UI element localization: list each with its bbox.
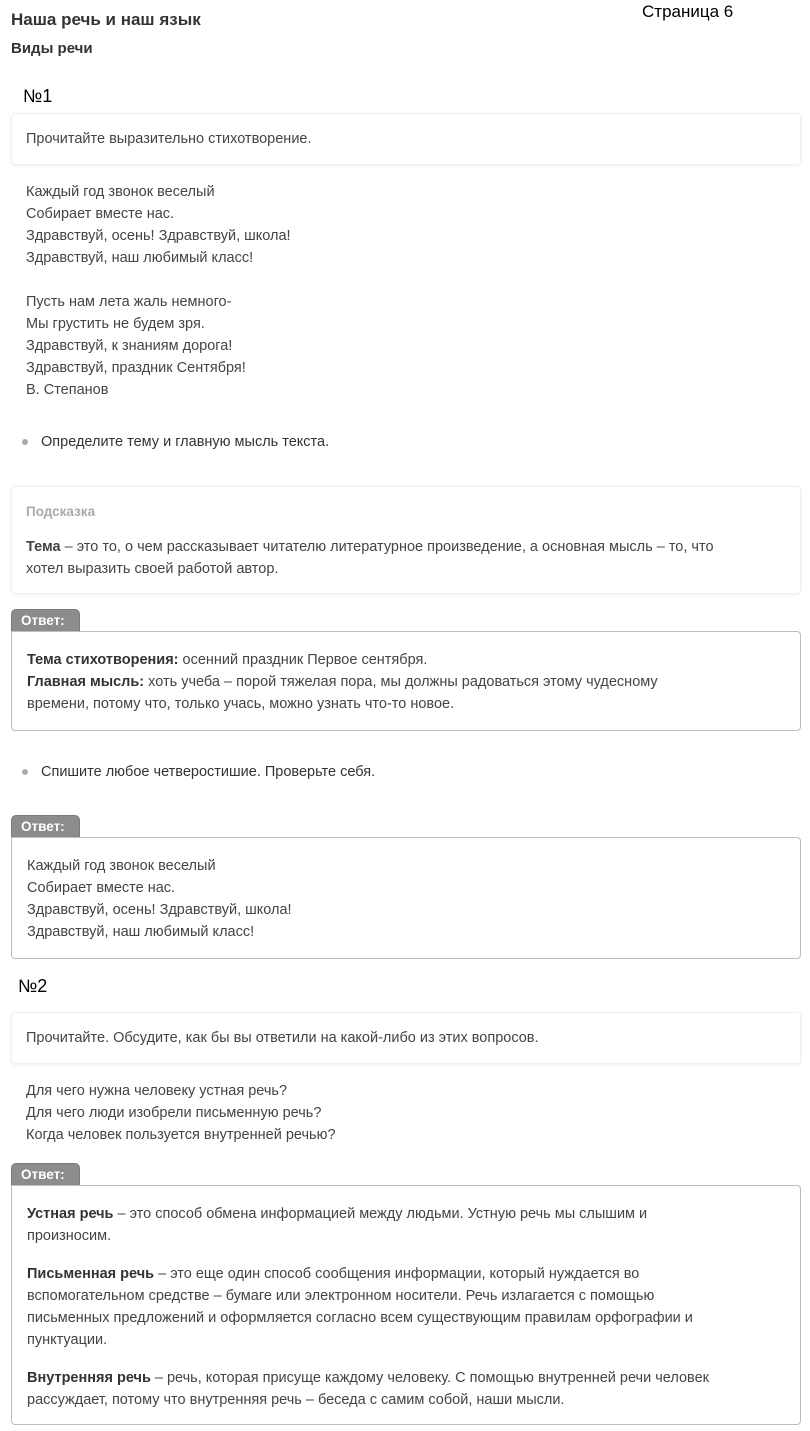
question-1: Определите тему и главную мысль текста.: [41, 434, 330, 450]
bullet-icon: [22, 769, 28, 775]
instruction-card-1: [11, 113, 801, 165]
poem: [26, 181, 291, 401]
answer-text-2: Каждый год звонок веселый Собирает вместе нас. Здравствуй, осень! Здравствуй, школа! Здравствуй, наш любимый класс!: [27, 858, 292, 940]
inner-term: Внутренняя речь: [27, 1370, 151, 1386]
question-line: Когда человек пользуется внутренней речью?: [26, 1127, 336, 1143]
answer-text-3: Устная речь – это способ обмена информацией между людьми. Устную речь мы слышим и произносим. Письменная речь – это еще один способ сообщения информации, который нуждается во вспомогательном средстве – бумаге или электронном носители. Речь излагается с помощью письменных предложений и оформляется согласно всем существующим правилам орфографии и пунктуации. Внутренняя речь – речь, которая присуще каждому человеку. С помощью внутренней речи человек рассуждает, потому что внутренняя речь – беседа с самим собой, наши мысли.: [27, 1206, 710, 1408]
hint-term: Тема: [26, 539, 61, 555]
answer-box-2: [11, 837, 801, 959]
poem-line: Здравствуй, наш любимый класс!: [26, 250, 254, 266]
task-number-2: №2: [18, 976, 48, 996]
written-term: Письменная речь: [27, 1266, 155, 1282]
poem-line: Каждый год звонок веселый: [26, 184, 215, 200]
question-2: Спишите любое четверостишие. Проверьте себя.: [41, 764, 376, 780]
section-title: Виды речи: [11, 40, 93, 57]
poem-line: Пусть нам лета жаль немного-: [26, 294, 232, 310]
oral-term: Устная речь: [27, 1206, 114, 1222]
answer-text-1: Тема стихотворения: осенний праздник Первое сентября. Главная мысль: хоть учеба – порой тяжелая пора, мы должны радоваться этому чудесному времени, потому что, только учась, можно узнать что-то новое.: [27, 652, 658, 712]
task-number-1: №1: [23, 86, 53, 106]
bullet-icon: [22, 439, 28, 445]
question-line: Для чего нужна человеку устная речь?: [26, 1083, 288, 1099]
idea-label: Главная мысль:: [27, 674, 145, 690]
answer-box-1: [11, 631, 801, 731]
questions-list: [26, 1080, 336, 1146]
hint-card: [11, 486, 801, 594]
page-number: Страница 6: [642, 2, 734, 21]
poem-author: В. Степанов: [26, 382, 109, 398]
instruction-text-2: Прочитайте. Обсудите, как бы вы ответили на какой-либо из этих вопросов.: [26, 1030, 539, 1046]
poem-line: Здравствуй, осень! Здравствуй, школа!: [26, 228, 291, 244]
answer-box-3: [11, 1185, 801, 1425]
instruction-text-1: Прочитайте выразительно стихотворение.: [26, 131, 312, 147]
poem-line: Здравствуй, праздник Сентября!: [26, 360, 246, 376]
hint-body: Тема – это то, о чем рассказывает читателю литературное произведение, а основная мысль – то, что хотел выразить своей работой автор.: [26, 539, 714, 577]
poem-line: Мы грустить не будем зря.: [26, 316, 205, 332]
instruction-card-2: [11, 1012, 801, 1064]
book-title: Наша речь и наш язык: [11, 10, 201, 29]
theme-label: Тема стихотворения:: [27, 652, 179, 668]
hint-title: Подсказка: [26, 504, 96, 519]
answer-tab: Ответ:: [11, 1163, 80, 1185]
answer-tab: Ответ:: [11, 815, 80, 837]
poem-line: Здравствуй, к знаниям дорога!: [26, 338, 233, 354]
answer-tab: Ответ:: [11, 609, 80, 631]
poem-line: Собирает вместе нас.: [26, 206, 175, 222]
question-line: Для чего люди изобрели письменную речь?: [26, 1105, 322, 1121]
